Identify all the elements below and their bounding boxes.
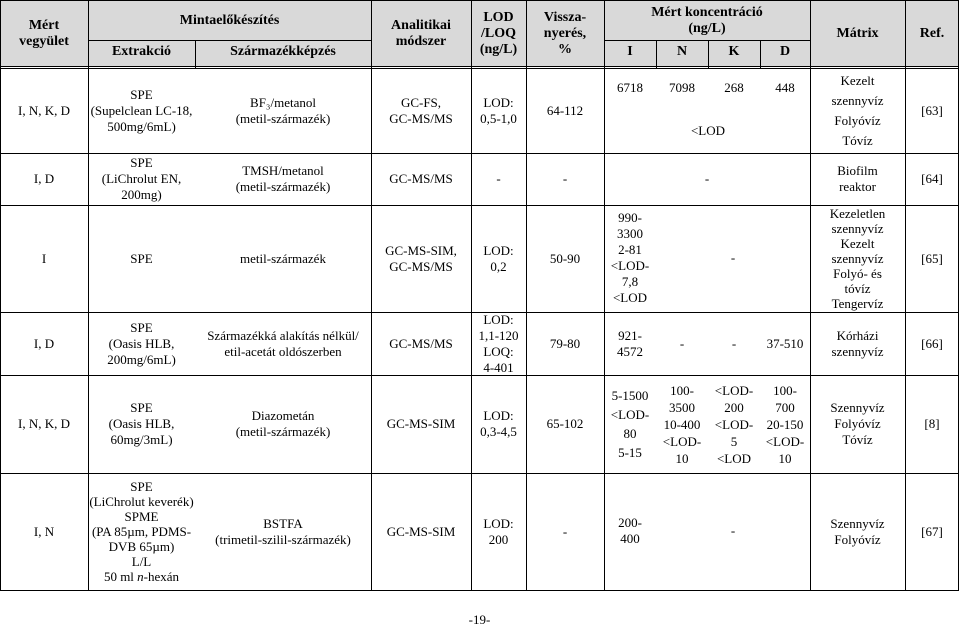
row-extrakcio-line: (Oasis HLB, [108,335,175,351]
row-visszanyeres [526,524,604,540]
header-matrix-line: Mátrix [836,26,879,41]
row-lod-line: 1,1-120 [478,327,519,343]
konc-n-line: 3500 [669,399,695,415]
konc-i [604,515,656,547]
row-szarmazek [195,408,371,440]
header-vegyulet-line: vegyület [19,34,69,49]
table-rule [0,66,959,67]
konc-d-line: 10 [778,450,792,466]
row-lod-line: LOD: [483,311,514,327]
row-extrakcio-line: (LiChrolut EN, [101,171,182,186]
row-szarmazek-line: (metil-származék) [235,179,331,194]
row-visszanyeres [526,416,604,432]
konc-i [604,210,656,306]
konc-i-line: 3300 [617,226,643,241]
header-mintaelokeszites [88,13,371,29]
row-span-value [471,171,526,187]
row-matrix-line: szennyvíz [831,343,884,359]
konc-i-line: 4572 [617,344,643,359]
row-span-value [371,171,471,187]
konc-rest [656,523,810,539]
row-lod [471,95,526,127]
row-extrakcio-line: (Oasis HLB, [108,416,175,431]
row-span-value-line: - [704,171,710,186]
row-szarmazek [195,95,371,127]
row-szarmazek [195,163,371,195]
row-matrix-line: Kezeletlen [829,206,886,221]
row-vegyulet-line: I, N, K, D [18,102,70,118]
row-visszanyeres [526,251,604,267]
header-konc-i-line: I [627,44,633,59]
row-vegyulet-line: I, D [33,171,55,186]
konc-k-line: 268 [724,80,744,95]
row-matrix-line: szennyvíz [831,221,884,236]
konc-i [604,386,656,462]
konc-i-line: 7,8 [621,274,639,289]
header-konc-n [656,44,708,60]
header-lod [471,10,526,58]
header-konc-n-line: N [676,44,688,59]
row-span-value-line: GC-MS/MS [389,171,453,186]
konc-i [604,80,656,96]
table-rule [0,0,959,1]
konc-d-line: 37-510 [766,336,804,351]
row-lod-line: LOD: [483,408,514,423]
row-span-value [604,171,810,187]
row-visszanyeres-line: 50-90 [549,250,581,266]
header-analitikai-modszer-line: Analitikai [391,18,451,33]
row-ref [905,251,959,267]
header-szarmazekkepzes-line: Származékképzés [230,44,336,59]
row-extrakcio-line: L/L [131,554,152,569]
row-modszer [371,243,471,275]
konc-rest-line: - [730,523,736,538]
row-extrakcio-line: 200mg) [121,187,162,202]
konc-i-line: <LOD [612,290,648,305]
row-vegyulet [0,103,88,119]
konc-k-line: 200 [724,399,744,415]
row-szarmazek-line: BF₃/metanol [250,94,316,110]
konc-n-line: 10 [675,450,689,466]
row-szarmazek-line: metil-származék [240,250,326,266]
header-szarmazekkepzes [195,44,371,60]
row-lod-line: LOD: [483,94,514,110]
header-analitikai-modszer-line: módszer [395,34,447,49]
header-konc-d-line: D [779,44,791,59]
row-ref [905,524,959,540]
konc-n-line: 100- [670,382,694,398]
row-matrix [810,516,905,548]
konc-i-line: 6718 [617,80,643,95]
row-szarmazek-line: TMSH/metanol [242,163,324,178]
table-rule [371,0,372,590]
row-extrakcio-line: SPE [130,250,153,266]
konc-n [656,382,708,467]
konc-i-line: 200- [618,515,642,530]
row-szarmazek-line: etil-acetát oldószerben [224,343,342,359]
konc-k [708,336,760,352]
row-matrix-line: Kórházi [836,327,879,343]
row-lod [471,408,526,440]
row-lod [471,312,526,376]
row-vegyulet [0,251,88,267]
row-szarmazek-line: (metil-származék) [235,110,331,126]
row-vegyulet-line: I, N, K, D [18,416,70,431]
row-matrix-line: Tóvíz [842,432,873,447]
row-extrakcio [88,320,195,368]
row-matrix-line: Kezelt [840,72,875,88]
row-ref-line: [63] [921,102,943,118]
row-lod-line: LOQ: [483,343,514,359]
row-matrix-line: szennyvíz [831,251,884,266]
konc-d [760,336,810,352]
row-extrakcio-line: SPE [130,155,153,170]
konc-d-line: 20-150 [766,416,804,432]
row-modszer [371,95,471,127]
row-matrix [810,328,905,360]
konc-n-line: 10-400 [663,416,701,432]
row-visszanyeres-line: 65-102 [546,416,584,431]
header-extrakcio [88,44,195,60]
row-matrix-line: Biofilm [837,163,878,178]
table-rule [0,68,959,69]
row-extrakcio-line: SPE [130,400,153,415]
table-rule [905,0,906,590]
row-extrakcio-line: 500mg/6mL) [107,118,176,134]
row-extrakcio-line: SPE [130,319,153,335]
row-vegyulet [0,416,88,432]
row-extrakcio-line: SPE [130,86,153,102]
row-matrix [810,400,905,448]
row-lod-line: LOD: [483,515,514,531]
row-modszer-line: GC-MS/MS [389,335,453,351]
konc-n-line: 7098 [669,80,695,95]
row-matrix-line: Folyóvíz [834,531,881,547]
row-extrakcio-line: (Supelclean LC-18, [90,102,193,118]
row-ref [905,103,959,119]
row-extrakcio-line: 60mg/3mL) [110,432,173,447]
row-vegyulet [0,336,88,352]
row-ref [905,336,959,352]
row-visszanyeres-line: 64-112 [546,102,584,118]
konc-i-line: 80 [623,426,637,441]
row-matrix-line: Szennyvíz [830,515,885,531]
konc-d-line: <LOD- [765,433,805,449]
row-ref-line: [8] [924,416,940,431]
konc-d-line: 448 [775,80,795,95]
header-konc-k [708,44,760,60]
row-ref [905,171,959,187]
konc-i-line: <LOD- [610,407,650,422]
header-konc-k-line: K [728,44,740,59]
row-lod [471,516,526,548]
row-span-value-line: - [562,171,568,186]
row-matrix-line: Szennyvíz [830,400,885,415]
row-ref-line: [67] [921,523,943,539]
row-matrix-line: Tengervíz [831,296,884,311]
row-szarmazek-line: Diazometán [251,408,315,423]
konc-d-line: 700 [775,399,795,415]
row-matrix-line: Folyóvíz [834,112,881,128]
konc-n [656,80,708,96]
header-extrakcio-line: Extrakció [111,44,172,59]
row-ref-line: [66] [921,335,943,351]
row-matrix [810,163,905,195]
row-lod-line: 200 [488,531,509,547]
row-modszer-line: GC-MS/MS [389,258,453,274]
konc-k-line: <LOD- [714,416,754,432]
konc-i-line: 2-81 [618,242,642,257]
table-rule [471,0,472,590]
header-vegyulet [0,18,88,50]
table-rule [604,40,810,41]
konc-d-line: 100- [773,382,797,398]
konc-n-line: - [679,336,685,351]
table-rule [0,153,959,154]
row-szarmazek [195,516,371,548]
row-matrix-line: reaktor [839,179,876,194]
konc-k [708,80,760,96]
row-szarmazek-line: (trimetil-szilil-származék) [215,531,351,547]
header-visszanyeres-line: % [558,42,572,57]
row-ref-line: [64] [921,171,943,186]
row-matrix [810,206,905,311]
table-rule [0,0,1,590]
konc-k-line: <LOD- [714,382,754,398]
konc-i-line: 400 [620,531,640,546]
row-lod-line: 0,2 [490,258,507,274]
row-vegyulet [0,171,88,187]
row-visszanyeres [526,336,604,352]
row-span-value [526,171,604,187]
row-matrix-line: tóvíz [844,281,871,296]
row-modszer-line: GC-FS, [400,94,442,110]
row-vegyulet [0,524,88,540]
table-rule [0,590,959,591]
row-modszer [371,416,471,432]
table-rule [88,40,371,41]
konc-k-line: <LOD [716,450,752,466]
row-ref-line: [65] [921,250,943,266]
row-ref [905,416,959,432]
header-konc-d [760,44,810,60]
konc-d [760,80,810,96]
row-extrakcio [88,251,195,267]
konc-i-line: 990- [618,210,642,225]
header-visszanyeres [526,10,604,58]
row-szarmazek-line: Származékká alakítás nélkül/ [207,327,359,343]
header-mintaelokeszites-line: Mintaelőkészítés [179,13,280,28]
konc-d [760,382,810,467]
row-matrix [810,71,905,151]
header-visszanyeres-line: Vissza- [543,10,587,25]
row-matrix-line: Kezelt [840,236,875,251]
row-visszanyeres-line: 79-80 [549,335,581,351]
row-extrakcio-line: 200mg/6mL) [107,351,176,367]
row-extrakcio-line: SPME [124,509,159,524]
row-modszer [371,336,471,352]
row-visszanyeres [526,103,604,119]
row-extrakcio [88,155,195,203]
konc-k-line: 5 [730,433,738,449]
header-analitikai-modszer [371,18,471,50]
header-mert-koncentracio-line: Mért koncentráció [651,5,763,20]
row-modszer-line: GC-MS-SIM, [385,242,457,258]
header-mert-koncentracio-line: (ng/L) [688,21,726,36]
row-extrakcio-line: (PA 85µm, PDMS- [91,524,192,539]
table-rule [526,0,527,590]
row-extrakcio-line: DVB 65µm) [108,539,175,554]
header-lod-line: LOD [483,10,514,25]
konc-i [604,328,656,360]
konc-rest-line: - [730,250,736,265]
row-vegyulet-line: I, D [33,335,55,351]
row-lod-line: 0,3-4,5 [480,424,517,439]
page-number: -19- [468,612,491,627]
row-szarmazek [195,251,371,267]
konc-extra [656,123,760,139]
konc-n [656,336,708,352]
konc-k [708,382,760,467]
row-vegyulet-line: I, N [33,523,55,539]
row-matrix-line: Folyóvíz [834,416,881,431]
header-ref-line: Ref. [919,26,945,41]
konc-extra-line: <LOD [690,123,726,138]
header-visszanyeres-line: nyerés, [543,26,587,41]
konc-i-line: 921- [618,328,642,343]
row-lod [471,243,526,275]
header-mert-koncentracio [604,5,810,37]
row-extrakcio [88,400,195,448]
row-vegyulet-line: I [41,250,47,266]
row-modszer-line: GC-MS-SIM [386,416,456,431]
header-matrix [810,26,905,42]
header-lod-line: (ng/L) [479,42,518,57]
row-extrakcio [88,87,195,135]
row-lod-line: 4-401 [483,359,514,375]
konc-i-line: <LOD- [610,258,650,273]
row-matrix-line: Folyó- és [833,266,882,281]
header-ref [905,26,959,42]
row-szarmazek-line: BSTFA [263,515,303,531]
konc-rest [656,250,810,266]
row-matrix-line: szennyvíz [831,92,884,108]
row-szarmazek-line: (metil-származék) [235,424,331,439]
row-extrakcio-line: 50 ml n-hexán [103,569,180,584]
row-matrix-line: Tóvíz [842,132,873,148]
row-lod-line: 0,5-1,0 [480,110,517,126]
row-modszer-line: GC-MS-SIM [386,523,456,539]
row-modszer [371,524,471,540]
konc-i-line: 5-15 [618,445,642,460]
header-lod-line: /LOQ [480,26,516,41]
konc-n-line: <LOD- [662,433,702,449]
row-lod-line: LOD: [483,242,514,258]
row-span-value-line: - [496,171,501,186]
row-szarmazek [195,328,371,360]
row-extrakcio [88,479,195,584]
row-modszer-line: GC-MS/MS [389,110,453,126]
row-extrakcio-line: (LiChrolut keverék) [89,494,194,509]
table-rule [0,473,959,474]
header-vegyulet-line: Mért [28,18,60,33]
konc-k-line: - [731,336,737,351]
row-extrakcio-line: SPE [130,479,153,494]
konc-i-line: 5-1500 [611,388,649,403]
row-visszanyeres-line: - [562,523,568,539]
header-konc-i [604,44,656,60]
